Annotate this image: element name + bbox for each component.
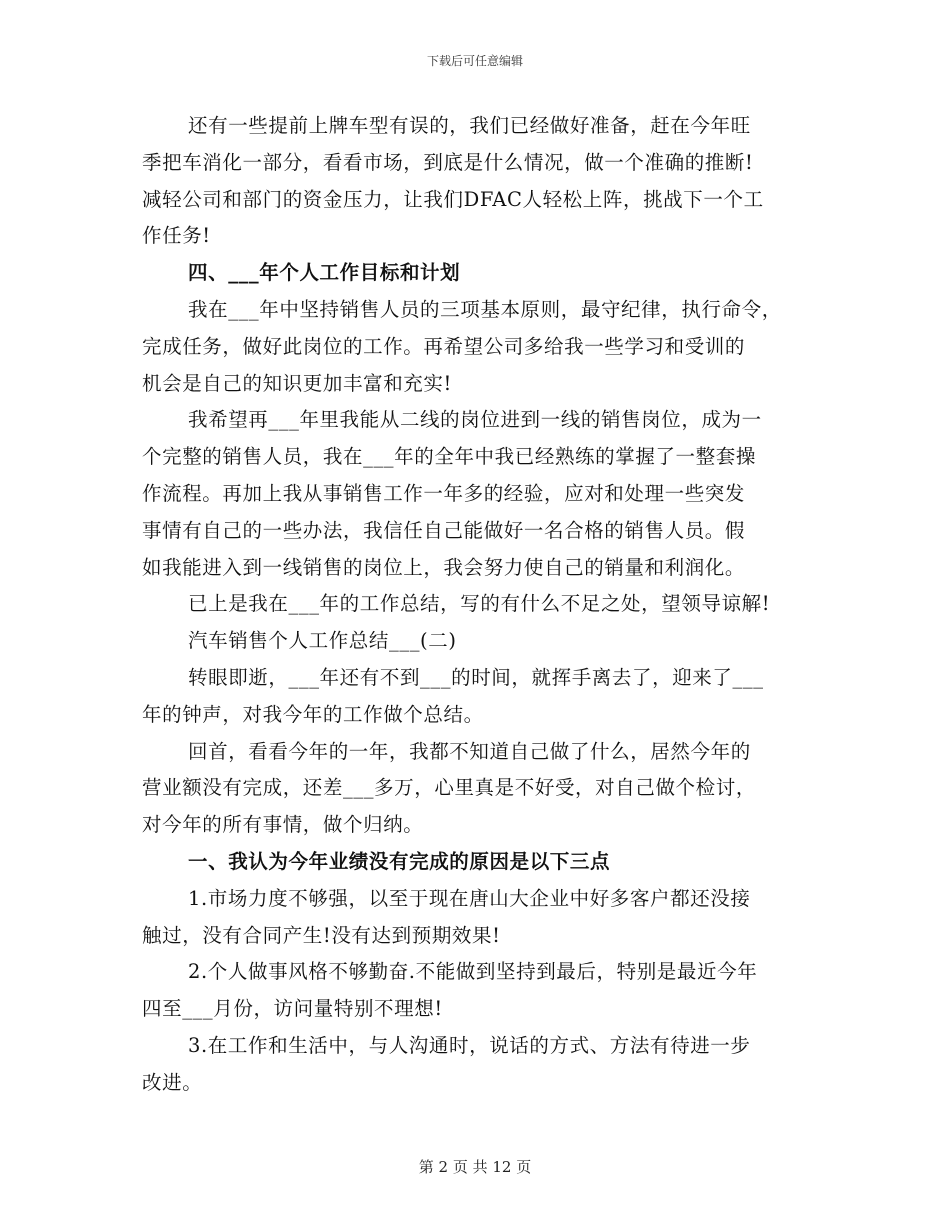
text-line: 触过，没有合同产生!没有达到预期效果! — [142, 923, 501, 947]
text-line: 对今年的所有事情，做个归纳。 — [142, 813, 424, 837]
text-line: 年的钟声，对我今年的工作做个总结。 — [142, 702, 484, 726]
text-line: 四至___月份，访问量特别不理想! — [142, 997, 443, 1021]
page-number: 第 2 页 共 12 页 — [418, 1158, 532, 1176]
text-line: 汽车销售个人工作总结___(二) — [188, 629, 457, 653]
section-heading: 四、___年个人工作目标和计划 — [188, 261, 461, 285]
text-line: 我在___年中坚持销售人员的三项基本原则，最守纪律，执行命令， — [188, 297, 782, 321]
text-line: 如我能进入到一线销售的岗位上，我会努力使自己的销量和利润化。 — [142, 555, 746, 579]
text-line: 完成任务，做好此岗位的工作。再希望公司多给我一些学习和受训的 — [142, 334, 746, 358]
text-line: 3.在工作和生活中，与人沟通时，说话的方式、方法有待进一步 — [188, 1033, 751, 1057]
text-line: 回首，看看今年的一年，我都不知道自己做了什么，居然今年的 — [188, 739, 751, 763]
text-line: 作流程。再加上我从事销售工作一年多的经验，应对和处理一些突发 — [142, 481, 746, 505]
text-line: 还有一些提前上牌车型有误的，我们已经做好准备，赶在今年旺 — [188, 114, 751, 137]
document-body — [142, 108, 822, 1102]
page-header-note: 下载后可任意编辑 — [426, 54, 523, 68]
text-line: 作任务! — [142, 224, 211, 248]
text-line: 营业额没有完成，还差___多万，心里真是不好受，对自己做个检讨， — [142, 776, 756, 800]
text-line: 季把车消化一部分，看看市场，到底是什么情况，做一个准确的推断! — [142, 150, 754, 174]
text-line: 个完整的销售人员，我在___年的全年中我已经熟练的掌握了一整套操 — [142, 445, 756, 469]
text-line: 事情有自己的一些办法，我信任自己能做好一名合格的销售人员。假 — [142, 518, 746, 542]
text-line: 2.个人做事风格不够勤奋.不能做到坚持到最后，特别是最近今年 — [188, 960, 758, 984]
section-heading: 一、我认为今年业绩没有完成的原因是以下三点 — [188, 849, 611, 873]
text-line: 已上是我在___年的工作总结，写的有什么不足之处，望领导谅解! — [188, 592, 771, 616]
text-line: 改进。 — [142, 1070, 203, 1094]
text-line: 机会是自己的知识更加丰富和充实! — [142, 371, 452, 395]
text-line: 我希望再___年里我能从二线的岗位进到一线的销售岗位，成为一 — [188, 408, 762, 432]
text-line: 转眼即逝，___年还有不到___的时间，就挥手离去了，迎来了___ — [188, 665, 764, 689]
text-line: 减轻公司和部门的资金压力，让我们DFAC人轻松上阵，挑战下一个工 — [142, 187, 764, 211]
text-line: 1.市场力度不够强，以至于现在唐山大企业中好多客户都还没接 — [188, 886, 751, 910]
